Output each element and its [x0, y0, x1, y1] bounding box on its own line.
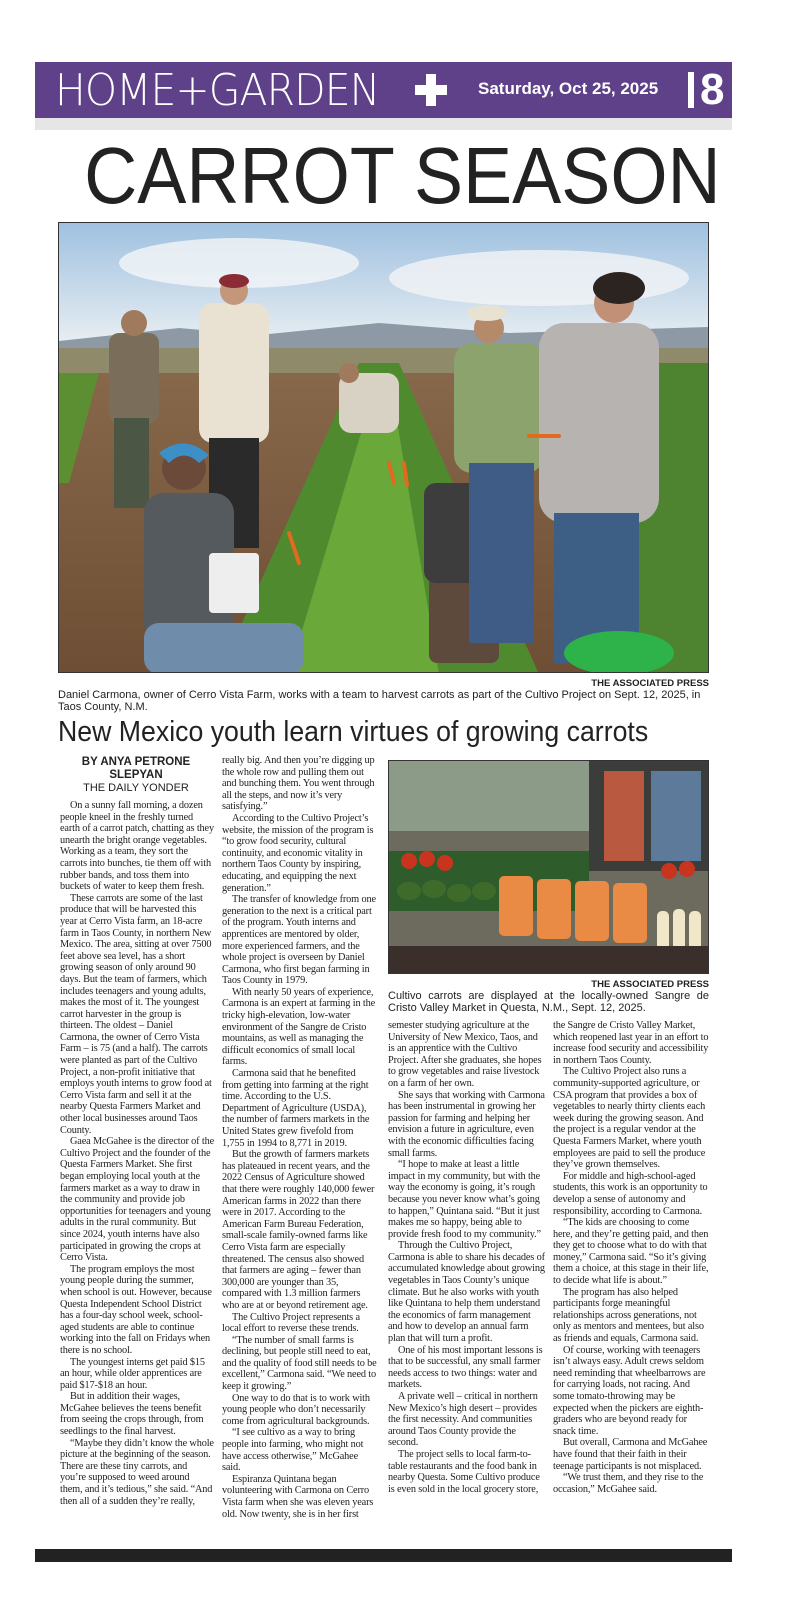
article-paragraph: Carmona said that he benefited from getting into farming at the right time. According to the U.S. Department of Agriculture (USDA), the number of farmers markets in the United States grew fivefold from 1,755 in 1994 to 8,771 in 2019. — [222, 1068, 370, 1149]
article-paragraph: The transfer of knowledge from one generation to the next is a critical part of the program. Youth interns and apprentices are mentored by older, more experienced farmers, and the whole project is overseen by Daniel Carmona, who first began farming in Taos County in 1979. — [222, 894, 376, 987]
harvest-photo-image — [59, 223, 709, 673]
article-paragraph: One way to do that is to work with young people who don’t necessarily come from agricultural backgrounds. — [222, 1392, 370, 1427]
article-paragraph: The program employs the most young people during the summer, when school is out. However, because Questa Independent School District has a four-day school week, school-aged students are able to continue working into the fall on Fridays when there is no school. — [60, 1263, 212, 1356]
divider — [35, 118, 732, 130]
article-paragraph: A private well – critical in northern New Mexico’s high desert – provides the first necessity. And communities around Taos County provide the second. — [388, 1391, 538, 1449]
page-number: 8 — [700, 65, 725, 114]
page-title: CARROT SEASON — [84, 131, 721, 220]
section-name: HOME+GARDEN — [55, 65, 380, 116]
article-column-3 — [388, 1020, 545, 1495]
article-column-2 — [222, 755, 377, 1520]
article-paragraph: According to the Cultivo Project’s website, the mission of the program is “to grow food security, cultural continuity, and economic vitality in northern Taos County by inspiring, educating, and equipping the next generation.” — [222, 812, 374, 894]
article-paragraph: Of course, working with teenagers isn’t always easy. Adult crews seldom need reminding that wheelbarrows are for carrying loads, not racing. And some tomato-throwing may be expected when the pickers are eighth-graders who are beyond ready for snack time. — [553, 1344, 706, 1437]
article-paragraph: But overall, Carmona and McGahee have found that their faith in their teenage participants is not misplaced. — [553, 1437, 708, 1472]
harvest-photo — [58, 222, 709, 673]
article-paragraph: the Sangre de Cristo Valley Market, which reopened last year in an effort to increase food security and accessibility in northern Taos County. — [553, 1020, 709, 1066]
article-paragraph: semester studying agriculture at the University of New Mexico, Taos, and is an apprentice with the Cultivo Project. After she graduates, she hopes to grow vegetables and raise livestock on a farm of her own. — [388, 1020, 542, 1089]
article-paragraph: But the growth of farmers markets has plateaued in recent years, and the 2022 Census of Agriculture showed that there were roughly 140,000 fewer American farms in 2022 than there were in 2017. According to the American Farm Bureau Federation, small-scale family-owned farms like Cerro Vista farm are especially threatened. The census also showed that farmers are aging – fewer than 300,000 are younger than 35, compared with 1.3 million farmers who are at or beyond retirement age. — [222, 1149, 375, 1311]
article-paragraph: The youngest interns get paid $15 an hour, while older apprentices are paid $17-$18 an hour. — [60, 1356, 205, 1391]
article-paragraph: She says that working with Carmona has been instrumental in growing her passion for farming and helping her envision a future in agriculture, even with the economic difficulties facing small farms. — [388, 1089, 545, 1159]
market-photo — [388, 760, 709, 974]
article-paragraph: really big. And then you’re digging up the whole row and pulling them out and bunching them. You went through all the steps, and now it’s very satisfying.” — [222, 755, 375, 813]
market-photo-image — [389, 761, 709, 974]
article-paragraph: Through the Cultivo Project, Carmona is able to share his decades of accumulated knowledge about growing vegetables in Taos County’s unique climate. But he also works with youth like Quintana to help them understand the economics of farm management and how to develop an annual farm plan that will turn a profit. — [388, 1240, 545, 1345]
article-paragraph: But in addition their wages, McGahee believes the teens benefit from seeing the crops through, from seedlings to the final harvest. — [60, 1391, 204, 1438]
publication: THE DAILY YONDER — [83, 782, 189, 794]
footer-bar — [35, 1549, 732, 1562]
issue-date: Saturday, Oct 25, 2025 — [478, 79, 659, 98]
article-paragraph: “The number of small farms is declining, but people still need to eat, and the quality of food still needs to be excellent,” Carmona said. “We need to keep it growing.” — [222, 1334, 377, 1393]
article-paragraph: The program has also helped participants forge meaningful relationships across generations, not only as mentors and mentees, but also as friends and equals, Carmona said. — [553, 1286, 704, 1345]
article-paragraph: These carrots are some of the last produce that will be harvested this year at Cerro Vista farm, an 18-acre farm in Taos County, in northern New Mexico. The area, sitting at over 7500 feet above sea level, has a short growing season of only around 90 days. But the team of farmers, which includes teenagers and young adults, makes the most of it. The youngest carrot harvester in the group is thirteen. The oldest – Daniel Carmona, the owner of Cerro Vista Farm – is 75 (and a half). The carrots were planted as part of the Cultivo Project, a non-profit initiative that employs youth interns to grow food at Cerro Vista farm and sell it at the nearby Questa Farmers Market and other local businesses around Taos County. — [60, 892, 212, 1136]
photo-credit: THE ASSOCIATED PRESS — [591, 678, 709, 689]
article-column-1 — [60, 800, 214, 1507]
article-paragraph: The Cultivo Project also runs a community-supported agriculture, or CSA program that provides a box of vegetables to nearly thirty clients each week during the growing season. And the project is a regular vendor at the Questa Farmers Market, where youth employees are paid to sell the produce they’ve grown themselves. — [553, 1066, 706, 1171]
article-headline: New Mexico youth learn virtues of growing carrots — [58, 716, 649, 748]
photo-caption: Daniel Carmona, owner of Cerro Vista Farm, works with a team to harvest carrots as part of the Cultivo Project on Sept. 12, 2025, in Taos County, N.M. — [58, 689, 701, 713]
author: BY ANYA PETRONE SLEPYAN — [81, 756, 191, 781]
plus-icon — [415, 74, 447, 106]
divider — [688, 72, 694, 108]
article-paragraph: For middle and high-school-aged students, this work is an opportunity to develop a sense of autonomy and responsibility, according to Carmona. — [553, 1170, 708, 1217]
article-paragraph: “I hope to make at least a little impact in my community, but with the way the economy is going, it’s rough because you never know what’s going to happen,” Quintana said. “But it just makes me so happy, being able to provide fresh food to my community.” — [388, 1159, 541, 1240]
article-paragraph: With nearly 50 years of experience, Carmona is an expert at farming in the tricky high-elevation, low-water environment of the Sangre de Cristo mountains, as well as managing the difficult economics of small local farms. — [222, 986, 375, 1068]
section-masthead — [35, 62, 732, 118]
photo-credit: THE ASSOCIATED PRESS — [591, 979, 709, 990]
article-paragraph: On a sunny fall morning, a dozen people kneel in the freshly turned earth of a carrot patch, chatting as they unearth the bright orange vegetables. Working as a team, they sort the carrots into bunches, tie them off with rubber bands, and toss them into buckets of water to keep them fresh. — [60, 800, 214, 893]
photo-caption: Cultivo carrots are displayed at the locally-owned Sangre de Cristo Valley Market in Questa, N.M., Sept. 12, 2025. — [388, 990, 709, 1014]
article-paragraph: “The kids are choosing to come here, and they’re getting paid, and then they get to choose what to do with that money,” Carmona said. “So it’s giving them a choice, at this stage in their life, to decide what life is about.” — [553, 1217, 709, 1287]
article-paragraph: Gaea McGahee is the director of the Cultivo Project and the founder of the Questa Farmers Market. She first began employing local youth at the farmers market as a way to draw in the community and provide job opportunities for teenagers and young adults in the rural community. But since 2024, youth interns have also participated in growing the crops at Cerro Vista. — [60, 1136, 214, 1264]
article-paragraph: “We trust them, and they rise to the occasion,” McGahee said. — [553, 1472, 704, 1495]
article-column-4 — [553, 1020, 710, 1495]
article-paragraph: The project sells to local farm-to-table restaurants and the food bank in nearby Questa. Some Cultivo produce is even sold in the local grocery store, — [388, 1448, 540, 1495]
article-paragraph: One of his most important lessons is that to be successful, any small farmer needs access to two things: water and markets. — [388, 1344, 543, 1391]
byline — [60, 756, 212, 795]
article-paragraph: “I see cultivo as a way to bring people into farming, who might not have access otherwise,” McGahee said. — [222, 1427, 364, 1474]
article-paragraph: The Cultivo Project represents a local effort to reverse these trends. — [222, 1311, 360, 1335]
article-paragraph: “Maybe they didn’t know the whole picture at the beginning of the season. There are these tiny carrots, and you’re supposed to weed around them, and it’s tedious,” she said. “And then all of a sudden they’re really, — [60, 1437, 214, 1507]
article-paragraph: Espiranza Quintana began volunteering with Carmona on Cerro Vista farm when she was eleven years old. Now twenty, she is in her first — [222, 1473, 374, 1520]
